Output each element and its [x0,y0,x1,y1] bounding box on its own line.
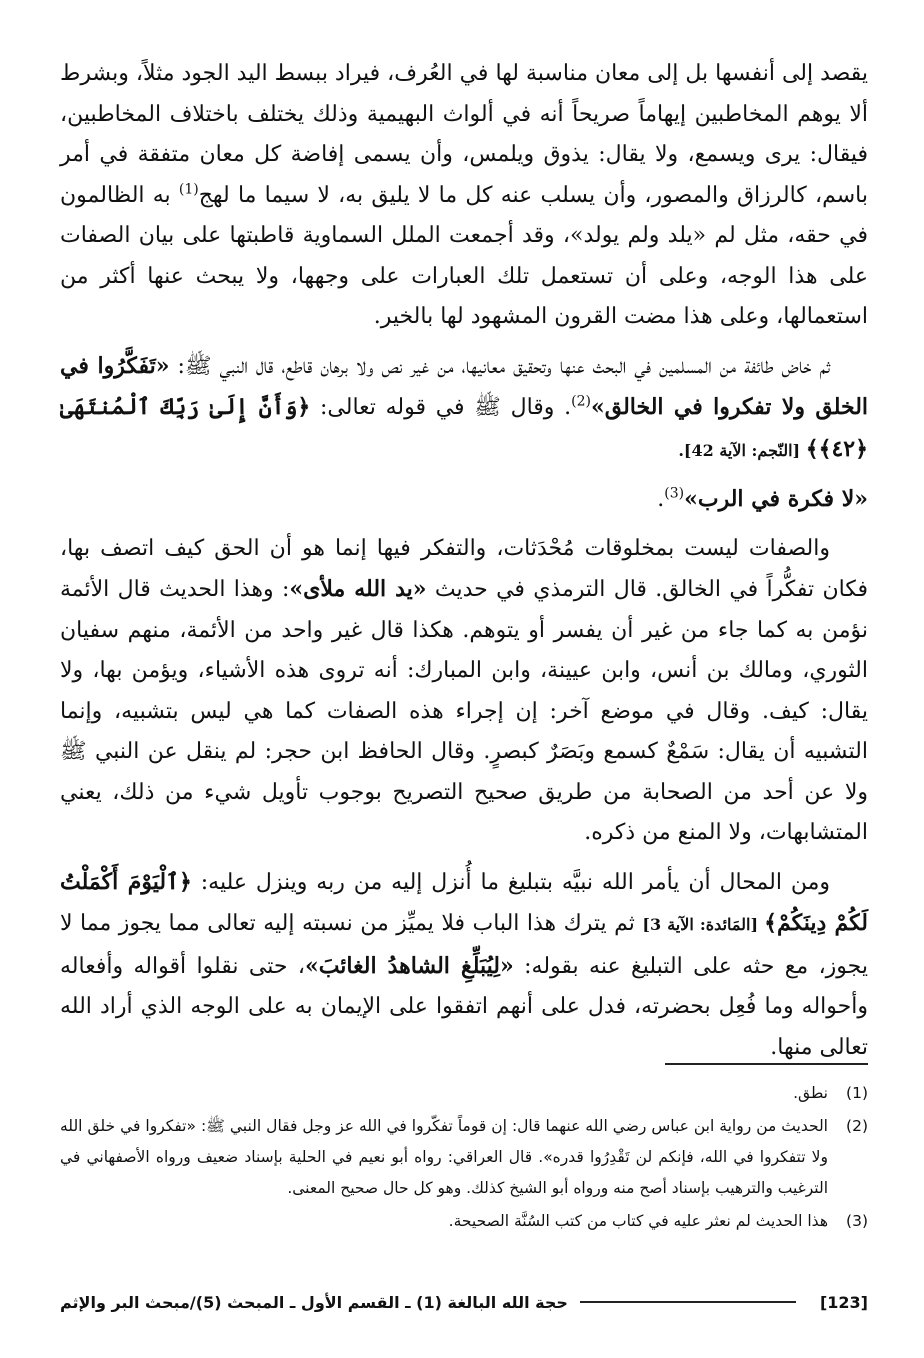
footer-rule [580,1301,796,1303]
footnote-marker: (2) [571,393,591,410]
footnote-marker: (1) [178,181,199,198]
quran-verse: ﴿ٱلْيَوْمَ أَكْمَلْتُ لَكُمْ دِينَكُمْ﴾ [60,868,869,936]
footnote-text: الحديث من رواية ابن عباس رضي الله عنهما قال: إن قوماً تفكّروا في الله عز وجل فقال النبي ﷺ: «تفكروا في خلق الله ولا تتفكروا في الله، فإنكم لن تَقْدِرُوا قدره». قال العراقي: رواه أبو نعيم في الحلية بإسناد ضعيف ورواه الأصفهاني في الترغيب والترهيب بإسناد أصح منه ورواه أبو الشيخ كذلك. وهو كل حال صحيح المعنى. [60,1117,828,1197]
paragraph [60,529,868,854]
footnote [60,1206,868,1237]
text-run: . [657,487,665,512]
text-run: والصفات ليست بمخلوقات مُحْدَثات، والتفكر فيها إنما هو أن الحق كيف اتصف بها، فكان تفكُّراً في الخالق. قال الترمذي في حديث [60,535,868,602]
footnote-number: (3) [846,1212,868,1230]
footnote-number: (1) [846,1084,868,1102]
text-run: ومن المحال أن يأمر الله نبيَّه بتبليغ ما أُنزل إليه من ربه وينزل عليه: [191,869,830,895]
hadith-quote: «يد الله ملأى» [289,576,427,602]
hadith-quote: «تَفَكَّرُوا في الخلق ولا تفكروا في الخالق» [60,352,869,420]
footnote-text: نطق. [793,1084,828,1102]
text-run: به الظالمون في حقه، مثل لم «يلد ولم يولد»، وقد أجمعت الملل السماوية قاطبتها على بيان الصفات على هذا الوجه، وعلى أن تستعمل تلك العبارات على وجهها، ولا يبحث عنها أكثر من استعمالها، وعلى هذا مضت القرون المشهود لها بالخير. [60,182,868,329]
footnote-text: هذا الحديث لم نعثر عليه في كتاب من كتب السُنَّة الصحيحة. [448,1212,828,1230]
footnote-marker: (3) [664,485,685,502]
book-page [60,54,868,1358]
hadith-quote: «لا فكرة في الرب» [684,486,868,512]
footnote [60,1078,868,1109]
footnote [60,1111,868,1204]
footnotes-section [60,1078,868,1239]
page-number: [123] [819,1292,868,1312]
footnote-number: (2) [846,1117,868,1135]
hadith-quote: «لِيُبَلِّغِ الشاهدُ الغائبَ» [304,952,514,979]
text-run: : وهذا الحديث قال الأئمة نؤمن به كما جاء من غير أن يفسر أو يتوهم. هكذا قال غير واحد من الأئمة، منهم سفيان الثوري، ومالك بن أنس، وابن عيينة، وابن المبارك: أنه تروى هذه الأشياء، ويؤمن بها، ولا يقال: كيف. وقال في موضع آخر: إن إجراء هذه الصفات كما هي ليس بتشبيه، وإنما التشبيه أن يقال: سَمْعٌ كسمع وبَصَرٌ كبصرٍ. وقال الحافظ ابن حجر: لم ينقل عن النبي ﷺ ولا عن أحد من الصحابة من طريق صحيح التصريح بوجوب تأويل شيء من ذلك، يعني المتشابهات، ولا المنع من ذكره. [60,577,868,845]
verse-reference: [المَائدة: الآية 3] [642,915,765,934]
text-run: ثم خاض طائفة من المسلمين في البحث عنها وتحقيق معانيها، من غير نص ولا برهان قاطع، قال النبي ﷺ: [169,353,830,379]
running-title: حجة الله البالغة (1) ـ القسم الأول ـ المبحث (5)/مبحث البر والإثم [60,1292,568,1312]
text-run: ، حتى نقلوا أقواله وأفعاله وأحواله وما فُعِل بحضرته، فدل على أنهم اتفقوا على الإيمان به على الوجه الذي أراد الله تعالى منها. [60,953,868,1060]
paragraph [60,54,868,338]
paragraph [60,862,868,1069]
quran-verse: ﴿وَأَنَّ إِلَىٰ رَبِّكَ ٱلْمُنتَهَىٰ ﴿٤٢﴾﴾ [60,394,868,462]
page-footer [60,1282,868,1322]
text-run: يقصد إلى أنفسها بل إلى معان مناسبة لها في العُرف، فيراد ببسط اليد الجود مثلاً، وبشرط ألا يوهم المخاطبين إيهاماً صريحاً أنه في ألواث البهيمية وذلك يختلف باختلاف المخاطبين، فيقال: يرى ويسمع، ولا يقال: يذوق ويلمس، وأن يسمى إفاضة كل معان متفقة في أمر باسم، كالرزاق والمصور، وأن يسلب عنه كل ما لا يليق به، لا سيما ما لهج [60,61,868,208]
main-text-body [60,54,868,1068]
text-run: ثم يترك هذا الباب فلا يميِّز من نسبته إليه تعالى مما يجوز مما لا يجوز، مع حثه على التبليغ عنه بقوله: [60,911,868,979]
verse-reference: [النّجم: الآية 42]. [678,440,806,460]
paragraph [60,346,868,472]
footnote-separator [665,1063,868,1065]
text-run: . وقال ﷺ في قوله تعالى: [310,395,572,420]
paragraph [60,479,868,521]
